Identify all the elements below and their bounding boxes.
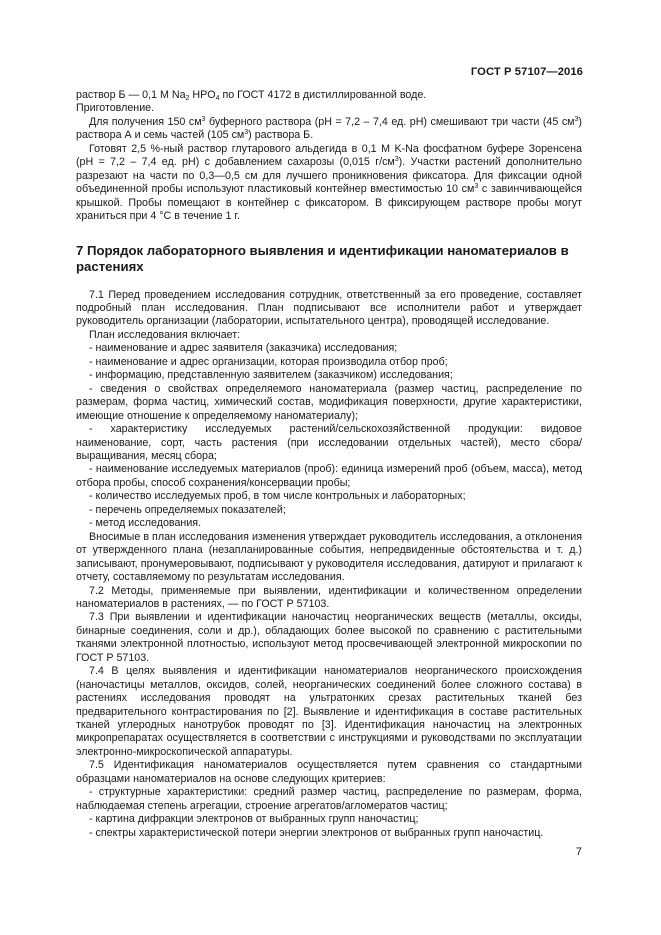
plan-list-item: - наименование исследуемых материалов (проб): единица измерений проб (объем, масса), метод отбора пробы, способ сохранения/консервации пробы; (76, 463, 582, 489)
subscript: 2 (185, 95, 190, 102)
superscript: 3 (244, 129, 249, 137)
text-run: Для получения 150 см (89, 115, 202, 128)
plan-list-item: - наименование и адрес организации, которая производила отбор проб; (89, 355, 448, 368)
paragraph-preparation: Приготовление. (76, 102, 155, 115)
paragraph-buffer-b (76, 89, 582, 102)
text-run: ). Участки растений дополнительно разрезают на части по 0,3—0,5 см для лучшего проникновения фиксатора. Для фиксации одной объединенной пробы используют пластиковый контейнер вместимостью 10 см (76, 156, 582, 196)
document-code-header: ГОСТ Р 57107—2016 (470, 66, 583, 78)
text-run: Готовят 2,5 %-ный раствор глутарового альдегида в 0,1 М K-Na фосфатном буфере Зоренсена (рН = 7,2 – 7,4 ед. рН) с добавлением сахарозы (0,015 г/см (76, 142, 582, 169)
paragraph-7-4: 7.4 В целях выявления и идентификации наноматериалов неорганического происхождения (наночастицы металлов, оксидов, солей, неорганических соединений более сложного состава) в растениях исследования проводят на ультратонких срезах растительных тканей без предварительного контрастирования по [2]. Выявление и идентификация в составе растительных тканей углеродных нанотрубок проводят по [3]. Идентификация наночастиц на электронных микропрепаратах осуществляется в соответствии с инструкциями и руководствами по эксплуатации электронно-микроскопической аппаратуры. (76, 665, 582, 758)
plan-list-item: - метод исследования. (89, 517, 202, 530)
text-run: буферного раствора (рН = 7,2 – 7,4 ед. рН) смешивают три части (45 см (205, 115, 575, 128)
paragraph-7-5: 7.5 Идентификация наноматериалов осуществляется путем сравнения со стандартными образцами наноматериалов на основе следующих критериев: (76, 759, 582, 785)
superscript: 3 (201, 115, 206, 123)
plan-list-item: - информацию, представленную заявителем (заказчиком) исследования; (89, 369, 453, 382)
criteria-list-item: - спектры характеристической потери энергии электронов от выбранных групп наночастиц. (89, 826, 544, 839)
superscript: 3 (474, 183, 479, 191)
paragraph-buffer-mix (76, 116, 582, 143)
document-body (76, 89, 582, 840)
text-run: раствор Б — 0,1 М Na (76, 89, 186, 101)
paragraph-plan-changes: Вносимые в план исследования изменения утверждает руководитель исследования, а отклонения от утвержденного плана (незапланированные события, непредвиденные обстоятельства и т. д.) записывают, пронумеровывают, подписывают у руководителя исследования, датируют и прилагают к отчету, составляемому по результатам исследования. (76, 530, 582, 584)
paragraph-7-1: 7.1 Перед проведением исследования сотрудник, ответственный за его проведение, составляет подробный план исследования. План подписывают все исполнители работ и утверждает руководитель организации (лаборатории, испытательного центра), проводящей исследование. (76, 288, 582, 328)
plan-list-item: - количество исследуемых проб, в том числе контрольных и лабораторных; (89, 490, 466, 503)
criteria-list-item: - картина дифракции электронов от выбранных групп наночастиц; (89, 813, 419, 826)
text-run: по ГОСТ 4172 в дистиллированной воде. (219, 89, 427, 101)
subscript: 4 (215, 95, 220, 102)
paragraph-glutaraldehyde (76, 143, 582, 224)
section-7-heading: 7 Порядок лабораторного выявления и идентификации наноматериалов в растениях (76, 242, 569, 274)
paragraph-7-3: 7.3 При выявлении и идентификации наночастиц неорганических веществ (металлы, оксиды, бинарные соединения, соли и др.), обладающих более высокой по сравнению с растительными тканями электронной плотностью, используют метод просвечивающей электронной микроскопии по ГОСТ Р 57103. (76, 611, 582, 664)
paragraph-7-2: 7.2 Методы, применяемые при выявлении, идентификации и количественном определении наноматериалов в растениях, — по ГОСТ Р 57103. (76, 584, 582, 610)
plan-list-item: - характеристику исследуемых растений/сельскохозяйственной продукции: видовое наименование, сорт, часть растения (при исследовании отдельных частей), место сбора/выращивания, месяц сбора; (76, 423, 582, 462)
superscript: 3 (394, 156, 399, 164)
criteria-list-item: - структурные характеристики: средний размер частиц, распределение по размерам, форма, наблюдаемая степень агрегации, строение агрегатов/агломератов частиц; (76, 786, 582, 812)
text-run: ) раствора А и семь частей (105 см (76, 115, 582, 142)
text-run: ) раствора Б. (248, 129, 314, 142)
text-run: HPO (189, 89, 216, 101)
plan-intro: План исследования включает: (89, 328, 241, 341)
text-run: с завинчивающейся крышкой. Пробы помещают в контейнер с фиксатором. В фиксирующем растворе пробы могут храниться при 4 °С в течение 1 г. (76, 183, 582, 223)
plan-list-item: - сведения о свойствах определяемого наноматериала (размер частиц, распределение по размерам, форма частиц, химический состав, модификация поверхности, другие характеристики, имеющие отношение к определяемому наноматериалу); (76, 382, 582, 422)
superscript: 3 (574, 115, 579, 123)
plan-list-item: - перечень определяемых показателей; (89, 503, 286, 516)
plan-list-item: - наименование и адрес заявителя (заказчика) исследования; (89, 342, 398, 355)
page-number: 7 (575, 846, 582, 858)
